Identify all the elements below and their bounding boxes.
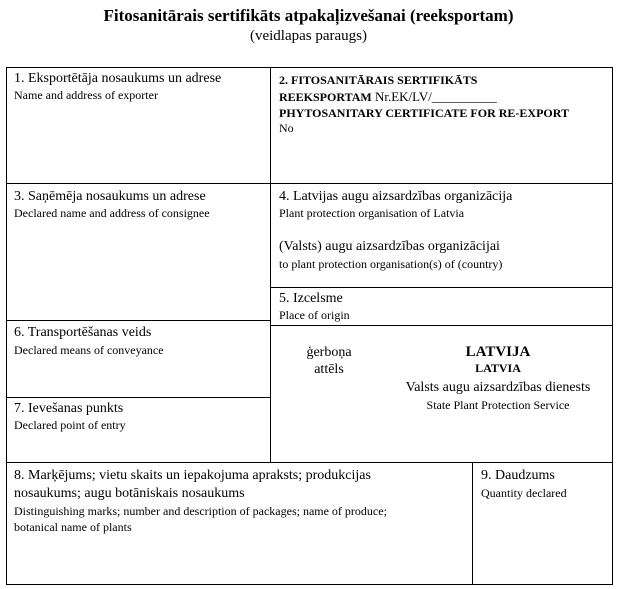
- field-1-label-en: Name and address of exporter: [14, 88, 158, 102]
- field-6-label-lv: 6. Transportēšanas veids: [14, 325, 152, 340]
- field-8-label-lv-2: nosaukums; augu botāniskais nosaukums: [14, 486, 245, 501]
- authority-country-en: LATVIA: [475, 361, 521, 375]
- field-2-line4: No: [279, 121, 294, 135]
- field-7-label-lv: 7. Ievešanas punkts: [14, 401, 124, 416]
- divider-vertical-main: [270, 67, 271, 463]
- field-9-label-lv: 9. Daudzums: [481, 468, 555, 483]
- field-5-label-en: Place of origin: [279, 308, 350, 322]
- authority-service-en: State Plant Protection Service: [426, 398, 570, 412]
- emblem-placeholder-line1: ģerboņa: [306, 345, 352, 360]
- field-6-label-en: Declared means of conveyance: [14, 343, 164, 357]
- table-border-right: [612, 67, 613, 585]
- field-5-label-lv: 5. Izcelsme: [279, 291, 343, 306]
- field-4-label-lv: 4. Latvijas augu aizsardzības organizācija: [279, 189, 513, 204]
- field-1-label-lv: 1. Eksportētāja nosaukums un adrese: [14, 71, 222, 86]
- authority-country-lv: LATVIJA: [465, 344, 531, 360]
- field-4-label-en-2: to plant protection organisation(s) of (country): [279, 257, 503, 271]
- table-border-left: [6, 67, 7, 585]
- field-8-label-en-2: botanical name of plants: [14, 520, 132, 534]
- field-2-line3: PHYTOSANITARY CERTIFICATE FOR RE-EXPORT: [279, 106, 569, 120]
- document-title: Fitosanitārais sertifikāts atpakaļizvešanai (reeksportam): [103, 6, 514, 25]
- field-8-label-en-1: Distinguishing marks; number and description of packages; name of produce;: [14, 504, 387, 518]
- field-3-label-en: Declared name and address of consignee: [14, 206, 210, 220]
- field-4-label-lv-2: (Valsts) augu aizsardzības organizācijai: [279, 239, 500, 254]
- divider-f4-f5: [270, 287, 613, 288]
- divider-vertical-f9: [472, 462, 473, 585]
- field-7-label-en: Declared point of entry: [14, 418, 126, 432]
- field-2-number: Nr.EK/LV/__________: [371, 89, 497, 104]
- field-4-label-en: Plant protection organisation of Latvia: [279, 206, 465, 220]
- divider-f5-emblem: [270, 325, 613, 326]
- document-subtitle: (veidlapas paraugs): [249, 28, 368, 44]
- field-8-label-lv-1: 8. Marķējums; vietu skaits un iepakojuma apraksts; produkcijas: [14, 468, 371, 483]
- table-border-bottom: [6, 584, 613, 585]
- divider-f6-f7: [6, 397, 271, 398]
- divider-f3-f6: [6, 320, 271, 321]
- table-border-top: [6, 67, 613, 68]
- divider-row-f8: [6, 462, 613, 463]
- divider-row1: [6, 183, 613, 184]
- field-2-reexport-word: REEKSPORTAM: [279, 90, 372, 104]
- field-2-line2: [279, 89, 497, 105]
- emblem-placeholder-line2: attēls: [314, 362, 344, 377]
- authority-service-lv: Valsts augu aizsardzības dienests: [405, 380, 591, 395]
- field-9-label-en: Quantity declared: [481, 486, 567, 500]
- field-3-label-lv: 3. Saņēmēja nosaukums un adrese: [14, 189, 206, 204]
- field-2-line1: 2. FITOSANITĀRAIS SERTIFIKĀTS: [279, 73, 478, 87]
